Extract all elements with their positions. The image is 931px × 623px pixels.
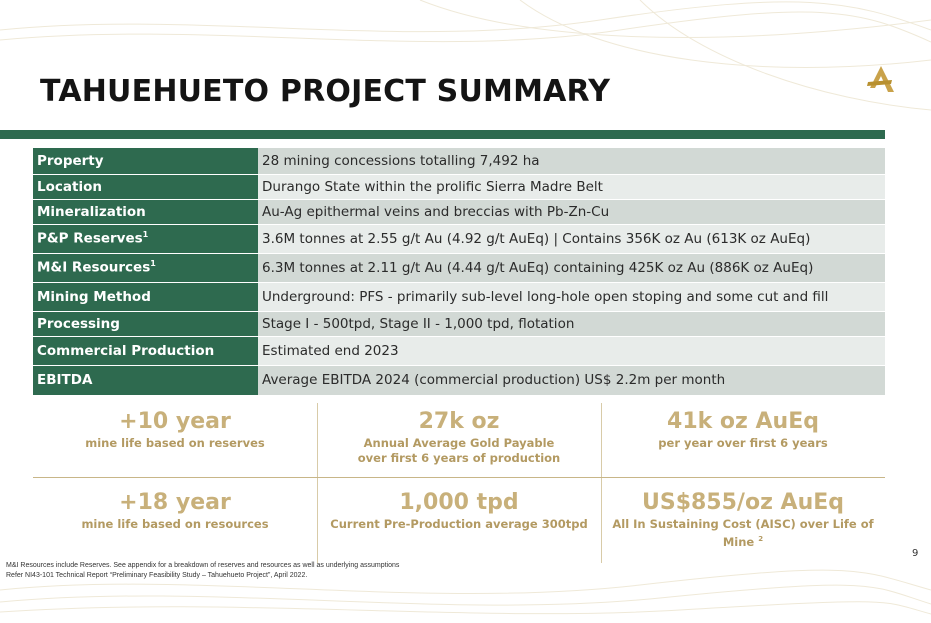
stat-caption: mine life based on reserves [85, 436, 265, 450]
table-row [33, 174, 885, 199]
row-label: P&P Reserves$^1$ [33, 224, 258, 253]
table-row [33, 148, 885, 174]
footnote-marker: 2 [758, 535, 764, 543]
stat-annual-gold [317, 409, 601, 466]
row-value: Average EBITDA 2024 (commercial production) US$ 2.2m per month [258, 365, 885, 395]
stat-throughput [317, 490, 601, 532]
stat-aueq-per-year [601, 409, 885, 451]
stat-caption: Annual Average Gold Payable [363, 436, 555, 450]
stat-value: 1,000 tpd [399, 490, 519, 515]
row-value: Stage I - 500tpd, Stage II - 1,000 tpd, flotation [258, 311, 885, 336]
row-label: EBITDA [33, 365, 258, 395]
stat-value: 41k oz AuEq [667, 409, 819, 434]
stat-caption: Mine $^2$ [722, 534, 764, 549]
project-summary-table [33, 148, 885, 396]
row-label: Mineralization [33, 199, 258, 224]
stat-caption: mine life based on resources [81, 517, 269, 531]
row-value: 28 mining concessions totalling 7,492 ha [258, 148, 885, 174]
stat-aisc [601, 490, 885, 550]
stat-mine-life-reserves [33, 409, 317, 451]
row-value: Underground: PFS - primarily sub-level long-hole open stoping and some cut and fill [258, 282, 885, 311]
row-label: Mining Method [33, 282, 258, 311]
row-value: 3.6M tonnes at 2.55 g/t Au (4.92 g/t AuEq) | Contains 356K oz Au (613K oz AuEq) [258, 224, 885, 253]
table-row [33, 224, 885, 253]
table-row [33, 253, 885, 282]
stat-caption: All In Sustaining Cost (AISC) over Life of [612, 517, 874, 531]
stats-divider [33, 477, 885, 478]
page-number: 9 [912, 548, 919, 559]
row-label: Commercial Production [33, 336, 258, 365]
table-row [33, 282, 885, 311]
stat-caption: over first 6 years of production [357, 451, 561, 465]
footnotes [6, 561, 399, 581]
row-label: Property [33, 148, 258, 174]
table-row [33, 365, 885, 395]
stat-value: US$855/oz AuEq [641, 490, 845, 515]
table-row [33, 311, 885, 336]
stat-caption: per year over first 6 years [658, 436, 828, 450]
footnote: M&I Resources include Reserves. See appendix for a breakdown of reserves and resources as well as underlying assumptions [6, 562, 400, 569]
footnote-marker: 1 [150, 259, 156, 269]
footnote: Refer NI43-101 Technical Report “Preliminary Feasibility Study – Tahuehueto Project”, April 2022. [6, 572, 308, 579]
page-title: TAHUEHUETO PROJECT SUMMARY [40, 74, 611, 109]
stat-caption: Current Pre-Production average 300tpd [330, 517, 588, 531]
table-row [33, 336, 885, 365]
stat-value: +10 year [119, 409, 231, 434]
key-stats-grid [33, 403, 885, 563]
stat-value: +18 year [119, 490, 231, 515]
row-label: Processing [33, 311, 258, 336]
row-label: M&I Resources$^1$ [33, 253, 258, 282]
company-logo-icon [866, 66, 896, 94]
row-label: Location [33, 174, 258, 199]
title-divider-bar [0, 130, 885, 139]
footnote-marker: 1 [142, 230, 149, 240]
stat-mine-life-resources [33, 490, 317, 532]
row-value: Au-Ag epithermal veins and breccias with Pb-Zn-Cu [258, 199, 885, 224]
table-row [33, 199, 885, 224]
stat-value: 27k oz [418, 409, 500, 434]
row-value: 6.3M tonnes at 2.11 g/t Au (4.44 g/t AuEq) containing 425K oz Au (886K oz AuEq) [258, 253, 885, 282]
row-value: Estimated end 2023 [258, 336, 885, 365]
row-value: Durango State within the prolific Sierra Madre Belt [258, 174, 885, 199]
